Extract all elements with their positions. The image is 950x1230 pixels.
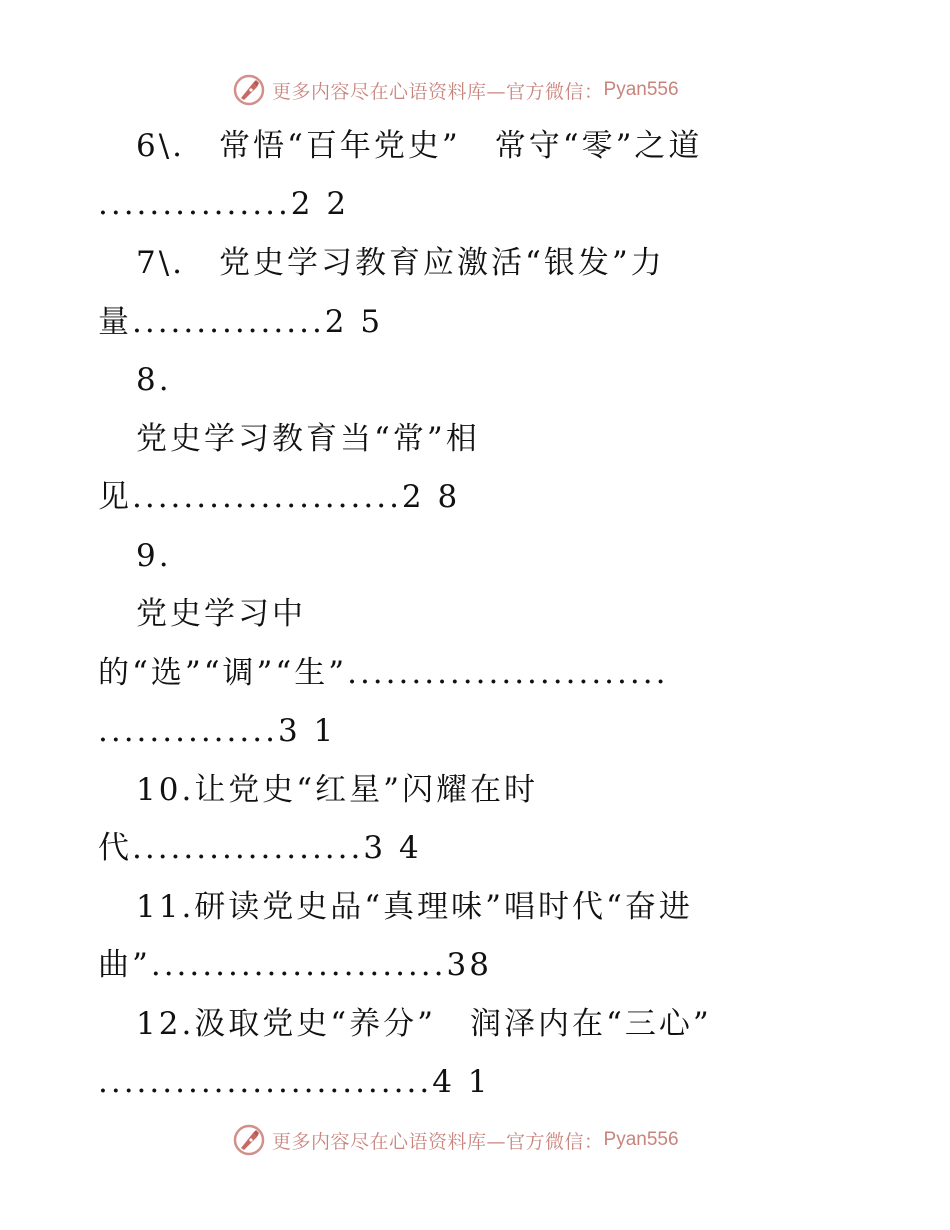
toc-entry-10-title: 10.让党史“红星”闪耀在时 — [136, 772, 538, 808]
toc-entry-8-leader: 见.....................2 8 — [98, 479, 461, 515]
toc-entry-9-title-cont: 的“选”“调”“生”......................... — [98, 655, 669, 691]
toc-entry-8-title: 党史学习教育当“常”相 — [136, 421, 480, 457]
watermark-text: 更多内容尽在心语资料库—官方微信： — [272, 80, 604, 103]
toc-entry-9-title: 党史学习中 — [136, 596, 306, 632]
watermark-wechat-id: Pyan556 — [603, 79, 679, 100]
toc-entry-7-title: 7\. 党史学习教育应激活“银发”力 — [136, 245, 665, 281]
toc-entry-7-leader: 量...............2 5 — [98, 304, 384, 340]
watermark-header — [232, 72, 679, 108]
toc-entry-6-title: 6\. 常悟“百年党史” 常守“零”之道 — [136, 128, 703, 164]
fountain-pen-nib-icon — [232, 1123, 266, 1157]
fountain-pen-nib-icon — [232, 73, 266, 107]
toc-entry-11-leader: 曲”.......................38 — [98, 947, 492, 983]
toc-entry-9-leader: ..............3 1 — [98, 713, 337, 749]
toc-entry-6-leader: ...............2 2 — [98, 186, 350, 222]
watermark-wechat-id: Pyan556 — [603, 1129, 679, 1150]
toc-entry-8-number: 8. — [136, 362, 172, 398]
toc-entry-9-number: 9. — [136, 538, 172, 574]
toc-entry-12-leader: ..........................4 1 — [98, 1064, 491, 1100]
watermark-footer — [232, 1122, 679, 1158]
toc-entry-11-title: 11.研读党史品“真理味”唱时代“奋进 — [136, 889, 693, 925]
toc-entry-10-leader: 代..................3 4 — [98, 830, 422, 866]
toc-entry-12-title: 12.汲取党史“养分” 润泽内在“三心” — [136, 1006, 712, 1042]
watermark-text: 更多内容尽在心语资料库—官方微信： — [272, 1130, 604, 1153]
